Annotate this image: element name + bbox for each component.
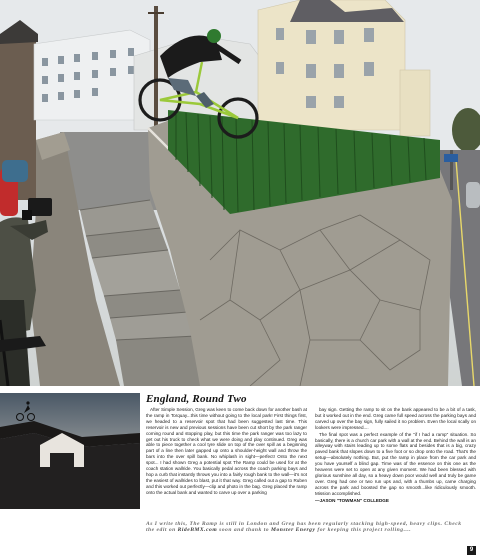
article-headline: England, Round Two	[146, 393, 247, 405]
article-paragraph: After Simple Session, Greg was keen to come back down for another bash at the ramp in Torquay...this time without going to the local park! First things first, we headed to a reservoir spot that had been suggested last time. This reservoir is new and previous sessions have been cut short by the park ranger coming round and stopping play, but this time the park ranger was too lazy to get out his truck to check what we were doing and play continued. Greg was able to piece together a cool tyre slide on top of the over spill as a beginning part of a line then later gapped up onto a shoulder-height wall and throw the bars into the over spill bank. No whiplash in sight—perfect! Onto the next spot... I had shown Greg a potential spot The Ramp could be used for at the coach station wallride. You basically pedal across the coach parking bays and hop a curb that instantly throws you into a fairly rough bank to the wall—it's not the easiest of wallrides to blast, put it that way. Greg called out a gap to Ruben and this worked out perfectly—clip and photo in the bag. Greg placed the ramp onto the actual bank and wanted to carve up over a parking	[146, 407, 307, 495]
sponsor-name: Monster Energy	[270, 527, 316, 533]
caption-text: soon and thank to	[217, 527, 271, 533]
article-paragraph: The final spot was a perfect example of the "if I had a ramp" situation. So basically, there is a church car park with a wall at the end. Behind the wall is an alleyway with stairs leading up to some flats and besides that is a big, crazy paved bank that slopes down to a five foot or so drop onto the road. That's the setup—absolutely nothing. But, put the ramp in place from the car park and you have yourself a blind gap. Time was of the essence on this one as the heavens were set to open at any given moment. We had been blessed with glorious sunshine all day, so a heavy down poor would well and truly be game over. Greg had one or two run ups and, with a thumbs up, came charging across the park and boosted the gap so smooth...like ridiculously smooth. Mission accomplished.	[315, 431, 476, 496]
caption-text: for keeping this project rolling....	[315, 527, 412, 533]
inset-photo	[0, 393, 140, 509]
article-columns	[146, 407, 476, 504]
closing-caption	[146, 521, 466, 533]
telephone-pole	[154, 6, 158, 132]
article-paragraph: bay sign. Getting the ramp to sit on the bank appeared to be a bit of a task, but it worked out in the end. Greg came full speed across the parking bays and carved up over the bay sign, fully sailed it no problem. Even the local scally on lookers were impressed....	[315, 407, 476, 430]
author-credit: —JASON "TOWMAN" COLLEDGE	[315, 497, 389, 503]
website-link[interactable]: RideBMX.com	[177, 527, 218, 533]
article-column-2	[315, 407, 476, 504]
article-column-1	[146, 407, 307, 504]
inset-scene	[0, 393, 140, 509]
caption-text: As I write this, The Ramp is still in London and Greg has been regularly stacking high-speed, heavy clips. Check the edit on	[146, 521, 462, 533]
street-sign	[444, 154, 458, 162]
helmet	[207, 29, 221, 43]
page-number: 9	[467, 546, 476, 555]
article	[146, 393, 476, 515]
